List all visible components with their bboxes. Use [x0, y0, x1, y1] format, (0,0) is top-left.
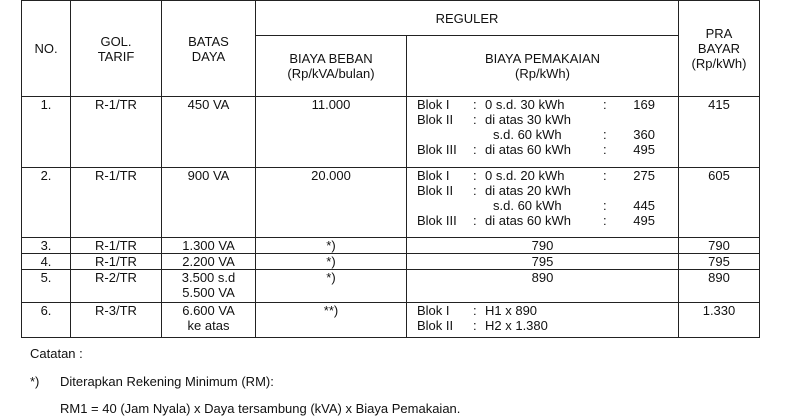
blok-part: 495: [633, 142, 655, 157]
table-row: [22, 97, 760, 168]
cell-batas-daya: [162, 168, 256, 238]
blok-part: [615, 112, 655, 127]
blok-part: [417, 198, 473, 213]
blok-part: :: [473, 213, 477, 228]
blok-part: 445: [633, 198, 655, 213]
daya-line: 3.500 s.d: [181, 270, 236, 285]
blok-part: :: [603, 168, 607, 183]
blok-part: :: [603, 97, 607, 112]
daya-line: ke atas: [187, 318, 230, 333]
cell-gol-tarif: R-3/TR: [71, 303, 162, 338]
table-row: [22, 254, 760, 270]
blok-part: :: [473, 303, 477, 318]
cell-batas-daya: [162, 97, 256, 168]
cell-gol-tarif: R-1/TR: [71, 97, 162, 168]
cell-batas-daya: [162, 270, 256, 303]
cell-pra-bayar: 790: [679, 238, 760, 254]
blok-part: Blok III: [417, 142, 457, 157]
cell-no: 6.: [22, 303, 71, 338]
daya-line: 6.600 VA: [182, 303, 235, 318]
blok-part: Blok II: [417, 183, 454, 198]
table-row: [22, 270, 760, 303]
table-row: [22, 303, 760, 338]
blok-part: Blok II: [417, 112, 454, 127]
blok-part: Blok I: [417, 168, 450, 183]
blok-line: [407, 213, 678, 228]
cell-gol-tarif: R-1/TR: [71, 168, 162, 238]
cell-biaya-pemakaian: [407, 97, 679, 168]
blok-line: [407, 303, 678, 318]
cell-no: 3.: [22, 238, 71, 254]
blok-part: [473, 198, 485, 213]
blok-part: [615, 183, 655, 198]
notes-rm1: RM1 = 40 (Jam Nyala) x Daya tersambung (kVA) x Biaya Pemakaian.: [60, 401, 461, 416]
blok-part: [603, 183, 615, 198]
cell-biaya-pemakaian: 890: [407, 270, 679, 303]
cell-no: 2.: [22, 168, 71, 238]
daya-line: 5.500 VA: [182, 285, 235, 300]
header-gol-tarif: GOL. TARIF: [71, 1, 162, 97]
daya-line: 900 VA: [187, 168, 230, 183]
blok-part: [603, 303, 615, 318]
blok-part: s.d. 60 kWh: [493, 198, 562, 213]
cell-pra-bayar: 1.330: [679, 303, 760, 338]
header-pra-bayar: PRA BAYAR (Rp/kWh): [679, 1, 760, 97]
blok-part: 0 s.d. 30 kWh: [485, 97, 565, 112]
blok-line: [407, 127, 678, 142]
header-reguler: REGULER: [256, 1, 679, 36]
cell-pra-bayar: 890: [679, 270, 760, 303]
cell-biaya-beban: 11.000: [256, 97, 407, 168]
blok-part: [615, 318, 655, 333]
blok-part: H2 x 1.380: [485, 318, 548, 333]
cell-pra-bayar: 795: [679, 254, 760, 270]
cell-biaya-beban: *): [256, 254, 407, 270]
daya-line: 450 VA: [187, 97, 230, 112]
cell-biaya-pemakaian: 795: [407, 254, 679, 270]
notes-rm: Diterapkan Rekening Minimum (RM):: [60, 374, 274, 389]
header-biaya-pemakaian: BIAYA PEMAKAIAN (Rp/kWh): [407, 36, 679, 97]
blok-line: [407, 183, 678, 198]
blok-part: 275: [633, 168, 655, 183]
blok-part: H1 x 890: [485, 303, 538, 318]
blok-part: Blok II: [417, 318, 454, 333]
blok-part: Blok I: [417, 97, 450, 112]
blok-part: 169: [633, 97, 655, 112]
header-biaya-beban: BIAYA BEBAN (Rp/kVA/bulan): [256, 36, 407, 97]
blok-line: [407, 318, 678, 333]
blok-part: :: [603, 198, 607, 213]
cell-pra-bayar: 415: [679, 97, 760, 168]
cell-gol-tarif: R-1/TR: [71, 254, 162, 270]
header-batas-daya: BATAS DAYA: [162, 1, 256, 97]
cell-gol-tarif: R-1/TR: [71, 238, 162, 254]
blok-part: di atas 20 kWh: [485, 183, 571, 198]
blok-part: :: [473, 142, 477, 157]
header-no: NO.: [22, 1, 71, 97]
blok-part: Blok I: [417, 303, 450, 318]
blok-part: di atas 30 kWh: [485, 112, 571, 127]
cell-gol-tarif: R-2/TR: [71, 270, 162, 303]
blok-part: :: [473, 318, 477, 333]
blok-part: [417, 127, 473, 142]
blok-line: [407, 97, 678, 112]
daya-line: 1.300 VA: [182, 238, 235, 253]
table-header: [22, 1, 760, 97]
blok-part: :: [473, 97, 477, 112]
cell-biaya-beban: 20.000: [256, 168, 407, 238]
cell-biaya-pemakaian: 790: [407, 238, 679, 254]
cell-biaya-beban: **): [256, 303, 407, 338]
blok-part: s.d. 60 kWh: [493, 127, 562, 142]
table-row: [22, 168, 760, 238]
cell-batas-daya: [162, 238, 256, 254]
blok-part: [615, 303, 655, 318]
notes-title: Catatan :: [30, 346, 83, 361]
blok-part: :: [473, 112, 477, 127]
blok-part: di atas 60 kWh: [485, 142, 571, 157]
blok-part: :: [603, 142, 607, 157]
blok-part: 360: [633, 127, 655, 142]
blok-part: :: [473, 183, 477, 198]
cell-batas-daya: [162, 254, 256, 270]
cell-biaya-pemakaian: [407, 168, 679, 238]
cell-batas-daya: [162, 303, 256, 338]
blok-part: 495: [633, 213, 655, 228]
blok-line: [407, 142, 678, 157]
blok-line: [407, 168, 678, 183]
notes-marker: *): [30, 374, 40, 389]
daya-line: 2.200 VA: [182, 254, 235, 269]
blok-part: [473, 127, 485, 142]
table-row: [22, 238, 760, 254]
cell-no: 5.: [22, 270, 71, 303]
cell-biaya-beban: *): [256, 270, 407, 303]
tariff-table: [21, 0, 760, 338]
cell-no: 1.: [22, 97, 71, 168]
blok-part: di atas 60 kWh: [485, 213, 571, 228]
table-body: [22, 97, 760, 338]
blok-part: :: [603, 213, 607, 228]
blok-part: [603, 318, 615, 333]
blok-part: :: [473, 168, 477, 183]
cell-biaya-beban: *): [256, 238, 407, 254]
cell-biaya-pemakaian: [407, 303, 679, 338]
blok-part: 0 s.d. 20 kWh: [485, 168, 565, 183]
blok-line: [407, 112, 678, 127]
blok-part: Blok III: [417, 213, 457, 228]
blok-line: [407, 198, 678, 213]
cell-no: 4.: [22, 254, 71, 270]
blok-part: :: [603, 127, 607, 142]
cell-pra-bayar: 605: [679, 168, 760, 238]
blok-part: [603, 112, 615, 127]
